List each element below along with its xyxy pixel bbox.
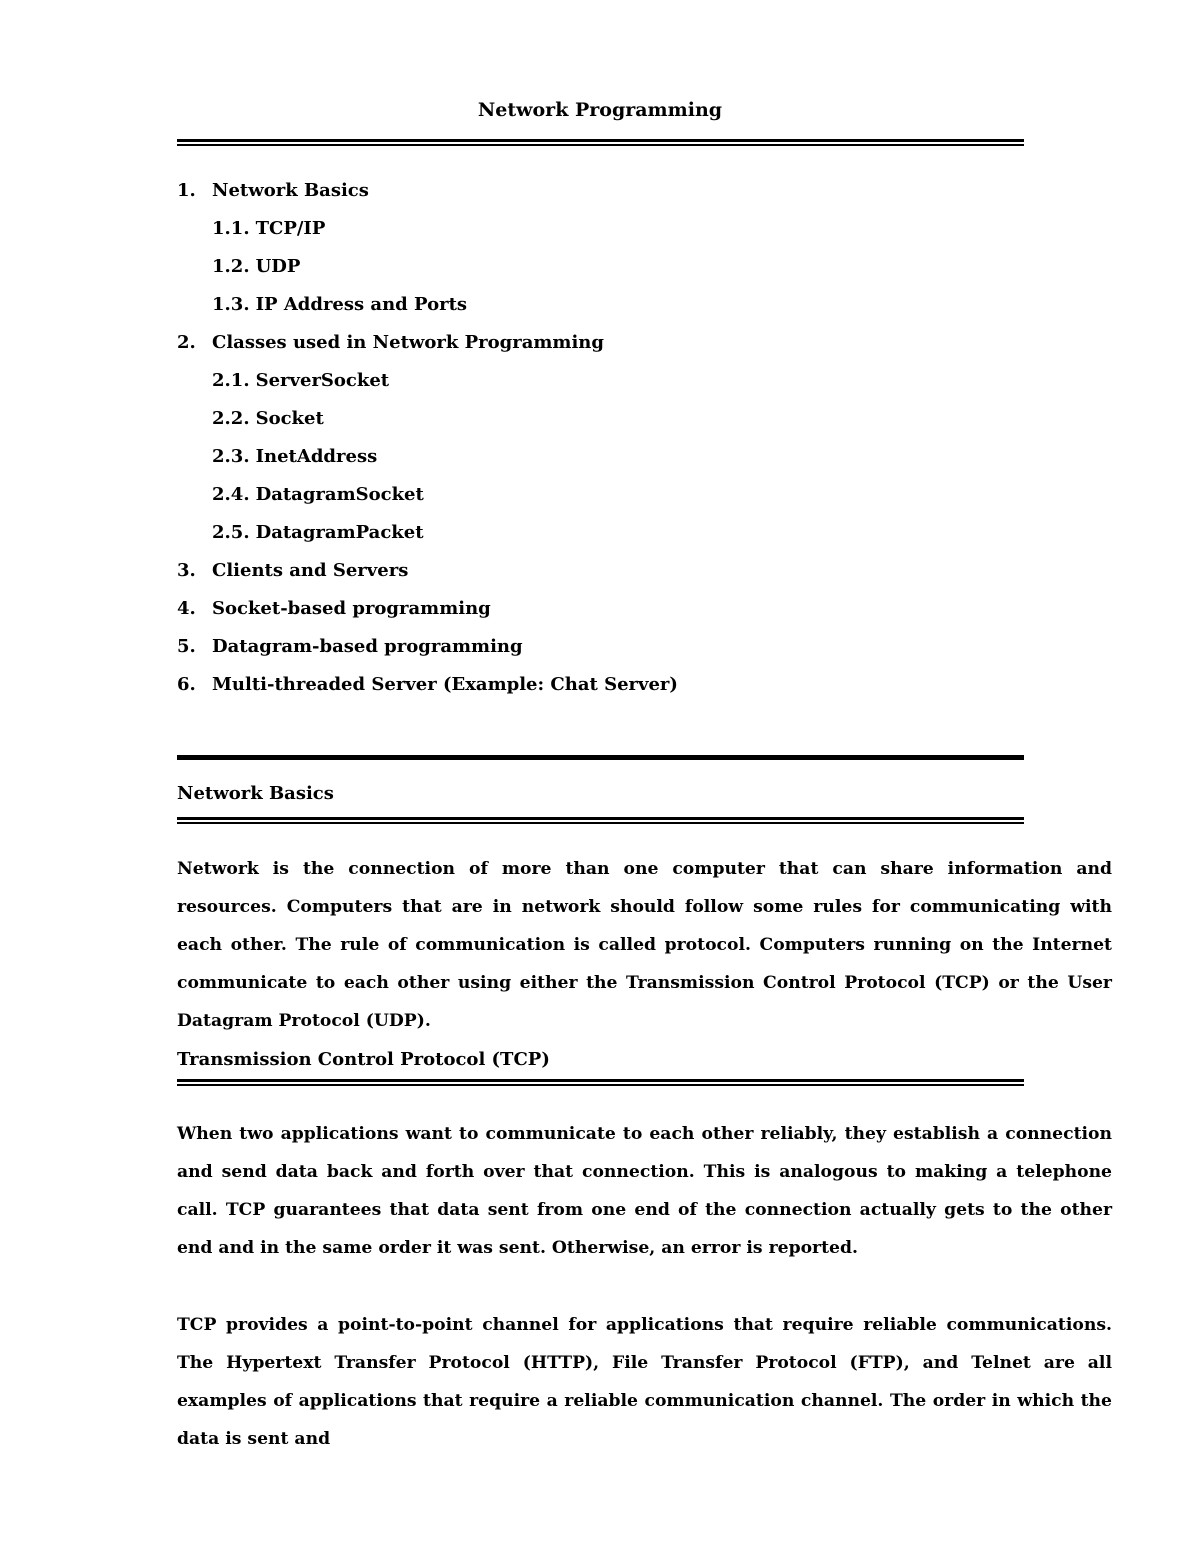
toc-number: 2.2. xyxy=(212,408,250,429)
toc-item xyxy=(177,628,1024,666)
section-heading-network-basics: Network Basics xyxy=(177,783,334,804)
toc-number: 2.4. xyxy=(212,484,250,505)
toc-item xyxy=(177,286,1024,324)
toc-label: Datagram-based programming xyxy=(212,636,523,657)
heading-underline xyxy=(177,1079,1024,1086)
toc-number: 2. xyxy=(177,332,196,353)
toc-item xyxy=(177,362,1024,400)
toc-item xyxy=(177,172,1024,210)
toc-item xyxy=(177,400,1024,438)
toc-number: 2.1. xyxy=(212,370,250,391)
document-title: Network Programming xyxy=(477,99,723,121)
paragraph-network-basics: Network is the connection of more than one computer that can share information and resources. Computers that are in network should follow some rules for communicating with each other. The rule of communication is called protocol. Computers running on the Internet communicate to each other using either the Transmission Control Protocol (TCP) or the User Datagram Protocol (UDP). xyxy=(177,859,1112,1031)
toc-item xyxy=(177,438,1024,476)
toc-number: 5. xyxy=(177,636,196,657)
toc-label: DatagramSocket xyxy=(255,484,424,505)
toc-item xyxy=(177,476,1024,514)
toc-item xyxy=(177,590,1024,628)
toc-label: Network Basics xyxy=(212,180,369,201)
heading-underline xyxy=(177,817,1024,824)
toc-label: Socket xyxy=(255,408,324,429)
toc-item xyxy=(177,210,1024,248)
toc-number: 2.3. xyxy=(212,446,250,467)
toc-item xyxy=(177,514,1024,552)
toc-label: Classes used in Network Programming xyxy=(212,332,604,353)
toc-label: Multi-threaded Server (Example: Chat Server) xyxy=(212,674,678,695)
toc-label: InetAddress xyxy=(255,446,378,467)
section-heading-tcp: Transmission Control Protocol (TCP) xyxy=(177,1049,550,1070)
toc-number: 1.1. xyxy=(212,218,250,239)
toc-number: 1. xyxy=(177,180,196,201)
toc-item xyxy=(177,552,1024,590)
paragraph-tcp-2: TCP provides a point-to-point channel for applications that require reliable communications. The Hypertext Transfer Protocol (HTTP), File Transfer Protocol (FTP), and Telnet are all examples of applications that require a reliable communication channel. The order in which the data is sent and xyxy=(177,1315,1112,1449)
title-divider xyxy=(177,139,1024,146)
toc-item xyxy=(177,324,1024,362)
toc-label: Clients and Servers xyxy=(212,560,409,581)
paragraph-tcp-1: When two applications want to communicate to each other reliably, they establish a connection and send data back and forth over that connection. This is analogous to making a telephone call. TCP guarantees that data sent from one end of the connection actually gets to the other end and in the same order it was sent. Otherwise, an error is reported. xyxy=(177,1124,1112,1258)
toc-label: ServerSocket xyxy=(255,370,390,391)
toc-number: 6. xyxy=(177,674,196,695)
toc-label: Socket-based programming xyxy=(212,598,491,619)
toc-label: IP Address and Ports xyxy=(255,294,468,315)
toc-label: UDP xyxy=(255,256,301,277)
toc-number: 1.3. xyxy=(212,294,250,315)
toc-number: 3. xyxy=(177,560,196,581)
toc-label: TCP/IP xyxy=(255,218,326,239)
toc-number: 1.2. xyxy=(212,256,250,277)
table-of-contents xyxy=(177,172,1024,704)
toc-number: 4. xyxy=(177,598,196,619)
toc-label: DatagramPacket xyxy=(255,522,424,543)
toc-item xyxy=(177,666,1024,704)
toc-item xyxy=(177,248,1024,286)
section-divider xyxy=(177,755,1024,760)
toc-number: 2.5. xyxy=(212,522,250,543)
